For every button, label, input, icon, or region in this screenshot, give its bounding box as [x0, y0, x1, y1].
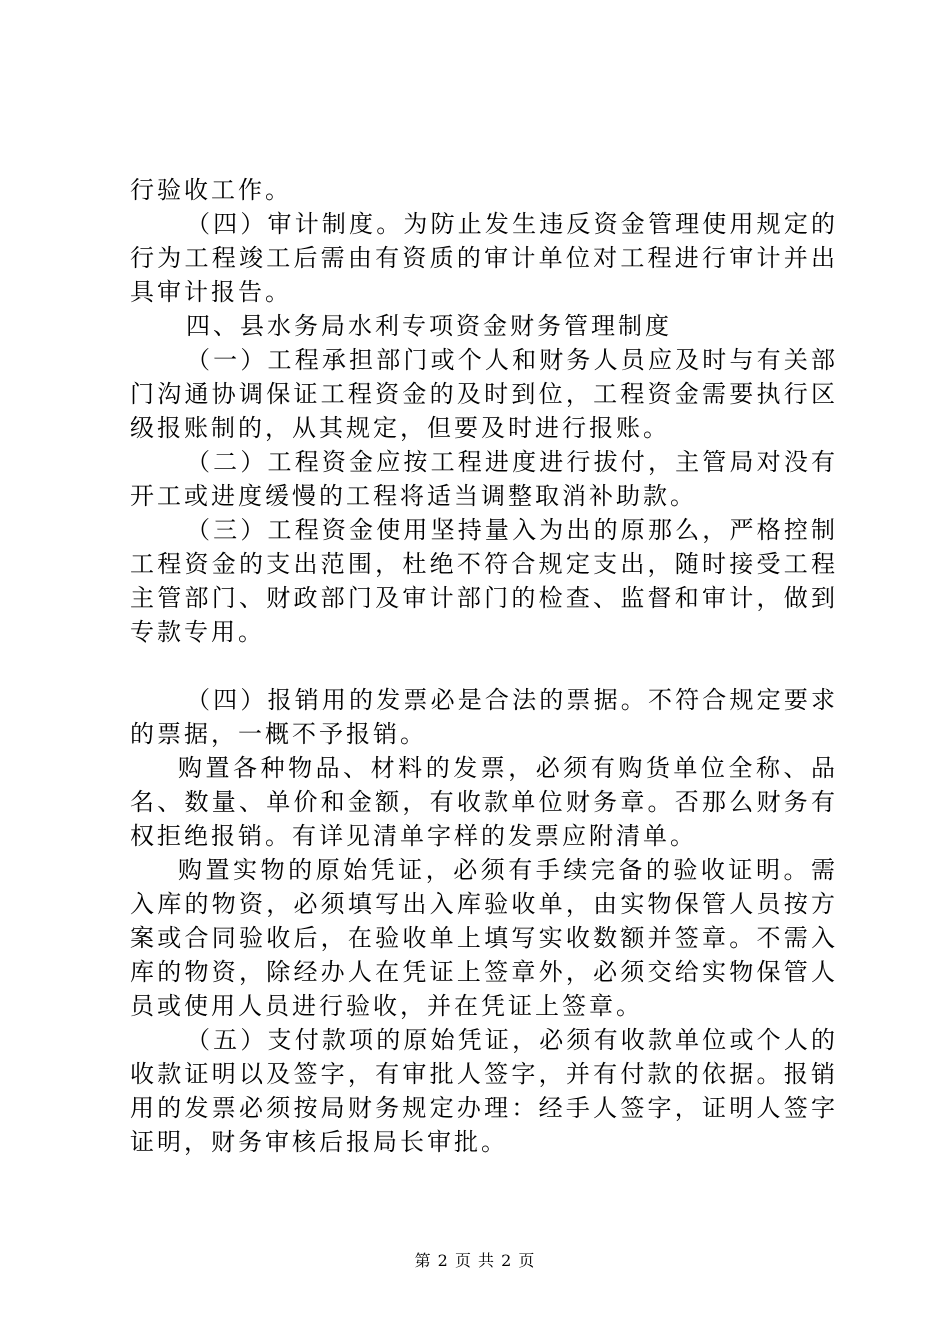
paragraph-item-five: （五）支付款项的原始凭证，必须有收款单位或个人的收款证明以及签字，有审批人签字，并有付款的依据。报销用的发票必须按局财务规定办理：经手人签字，证明人签字证明，财务审核后报局长审批。: [130, 1026, 838, 1156]
section-heading-four: 四、县水务局水利专项资金财务管理制度: [186, 312, 672, 340]
paragraph-item-four: （四）报销用的发票必是合法的票据。不符合规定要求的票据，一概不予报销。: [130, 686, 838, 748]
paragraph-physical-voucher: 购置实物的原始凭证，必须有手续完备的验收证明。需入库的物资，必须填写出入库验收单，由实物保管人员按方案或合同验收后，在验收单上填写实收数额并签章。不需入库的物资，除经办人在凭证上签章外，必须交给实物保管人员或使用人员进行验收，并在凭证上签章。: [130, 856, 838, 1020]
paragraph-continuation: 行验收工作。: [130, 176, 292, 204]
paragraph-audit-system: （四）审计制度。为防止发生违反资金管理使用规定的行为工程竣工后需由有资质的审计单位对工程进行审计并出具审计报告。: [130, 210, 838, 306]
paragraph-purchase-invoice: 购置各种物品、材料的发票，必须有购货单位全称、品名、数量、单价和金额，有收款单位财务章。否那么财务有权拒绝报销。有详见清单字样的发票应附清单。: [130, 754, 838, 850]
paragraph-item-three: （三）工程资金使用坚持量入为出的原那么，严格控制工程资金的支出范围，杜绝不符合规定支出，随时接受工程主管部门、财政部门及审计部门的检查、监督和审计，做到专款专用。: [130, 516, 838, 646]
document-body: [130, 173, 838, 1159]
paragraph-gap: [130, 649, 838, 683]
paragraph-item-two: （二）工程资金应按工程进度进行拔付，主管局对没有开工或进度缓慢的工程将适当调整取消补助款。: [130, 448, 838, 510]
paragraph-item-one: （一）工程承担部门或个人和财务人员应及时与有关部门沟通协调保证工程资金的及时到位，工程资金需要执行区级报账制的，从其规定，但要及时进行报账。: [130, 346, 838, 442]
page-number-footer: 第 2 页 共 2 页: [414, 1251, 536, 1270]
